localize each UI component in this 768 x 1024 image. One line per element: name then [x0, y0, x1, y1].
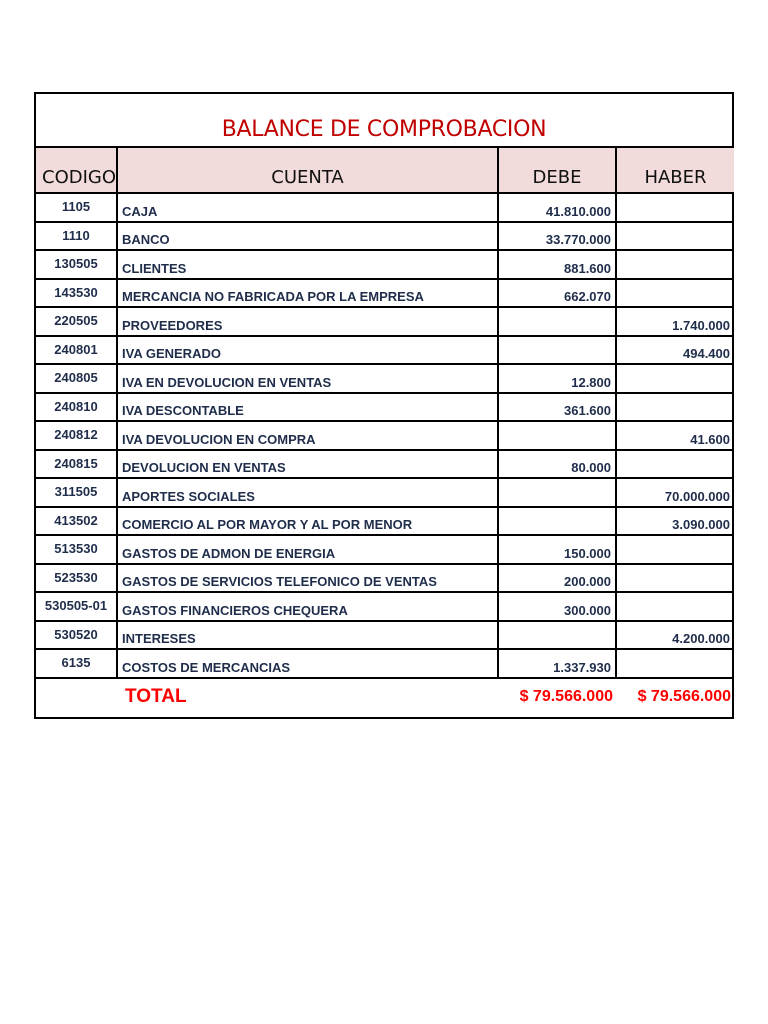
row-code: 530505-01 — [36, 592, 117, 621]
title-row — [36, 94, 732, 148]
row-credit: 1.740.000 — [616, 307, 734, 336]
table-row — [36, 478, 734, 507]
row-debit — [498, 507, 616, 536]
row-credit — [616, 592, 734, 621]
row-account: IVA EN DEVOLUCION EN VENTAS — [117, 364, 498, 393]
header-code: CODIGO — [36, 148, 117, 193]
table-body — [36, 193, 734, 678]
table-row — [36, 336, 734, 365]
row-account: COMERCIO AL POR MAYOR Y AL POR MENOR — [117, 507, 498, 536]
row-debit — [498, 307, 616, 336]
row-debit: 33.770.000 — [498, 222, 616, 251]
row-account: GASTOS DE ADMON DE ENERGIA — [117, 535, 498, 564]
row-account: CLIENTES — [117, 250, 498, 279]
row-code: 240805 — [36, 364, 117, 393]
row-credit — [616, 222, 734, 251]
row-account: GASTOS FINANCIEROS CHEQUERA — [117, 592, 498, 621]
row-debit: 200.000 — [498, 564, 616, 593]
row-account: BANCO — [117, 222, 498, 251]
trial-balance-sheet — [34, 92, 734, 719]
row-credit: 70.000.000 — [616, 478, 734, 507]
header-account: CUENTA — [117, 148, 498, 193]
row-debit: 12.800 — [498, 364, 616, 393]
row-debit: 150.000 — [498, 535, 616, 564]
row-debit — [498, 621, 616, 650]
row-code: 513530 — [36, 535, 117, 564]
page-title: BALANCE DE COMPROBACION — [221, 117, 547, 142]
row-code: 413502 — [36, 507, 117, 536]
table-row — [36, 564, 734, 593]
row-credit — [616, 649, 734, 678]
header-credit: HABER — [616, 148, 734, 193]
row-credit — [616, 535, 734, 564]
row-account: DEVOLUCION EN VENTAS — [117, 450, 498, 479]
row-debit: 361.600 — [498, 393, 616, 422]
row-debit: 41.810.000 — [498, 193, 616, 222]
table-row — [36, 364, 734, 393]
row-code: 1105 — [36, 193, 117, 222]
table-row — [36, 421, 734, 450]
row-account: IVA DEVOLUCION EN COMPRA — [117, 421, 498, 450]
row-credit — [616, 393, 734, 422]
row-credit — [616, 450, 734, 479]
row-account: INTERESES — [117, 621, 498, 650]
row-debit: 1.337.930 — [498, 649, 616, 678]
row-code: 220505 — [36, 307, 117, 336]
row-debit: 80.000 — [498, 450, 616, 479]
row-credit: 41.600 — [616, 421, 734, 450]
row-credit — [616, 193, 734, 222]
row-credit: 494.400 — [616, 336, 734, 365]
table-row — [36, 307, 734, 336]
header-row — [36, 148, 734, 193]
balance-table — [36, 148, 734, 717]
row-credit — [616, 279, 734, 308]
row-account: IVA GENERADO — [117, 336, 498, 365]
total-debit: $ 79.566.000 — [519, 688, 613, 705]
row-code: 240812 — [36, 421, 117, 450]
table-row — [36, 535, 734, 564]
row-account: COSTOS DE MERCANCIAS — [117, 649, 498, 678]
row-code: 6135 — [36, 649, 117, 678]
row-account: PROVEEDORES — [117, 307, 498, 336]
row-debit — [498, 336, 616, 365]
row-credit: 3.090.000 — [616, 507, 734, 536]
table-row — [36, 592, 734, 621]
row-account: CAJA — [117, 193, 498, 222]
row-code: 1110 — [36, 222, 117, 251]
total-credit: $ 79.566.000 — [637, 688, 731, 705]
table-row — [36, 507, 734, 536]
total-code-cell — [36, 678, 117, 717]
table-row — [36, 393, 734, 422]
row-debit — [498, 421, 616, 450]
row-code: 130505 — [36, 250, 117, 279]
table-row — [36, 193, 734, 222]
row-account: GASTOS DE SERVICIOS TELEFONICO DE VENTAS — [117, 564, 498, 593]
row-account: MERCANCIA NO FABRICADA POR LA EMPRESA — [117, 279, 498, 308]
header-debit: DEBE — [498, 148, 616, 193]
row-debit: 881.600 — [498, 250, 616, 279]
table-row — [36, 250, 734, 279]
table-row — [36, 649, 734, 678]
row-code: 240801 — [36, 336, 117, 365]
table-row — [36, 279, 734, 308]
table-row — [36, 450, 734, 479]
row-code: 240815 — [36, 450, 117, 479]
row-debit — [498, 478, 616, 507]
row-code: 311505 — [36, 478, 117, 507]
total-label: TOTAL — [125, 686, 187, 707]
row-debit: 662.070 — [498, 279, 616, 308]
row-credit — [616, 564, 734, 593]
row-code: 143530 — [36, 279, 117, 308]
row-account: APORTES SOCIALES — [117, 478, 498, 507]
table-row — [36, 621, 734, 650]
row-credit — [616, 250, 734, 279]
row-credit — [616, 364, 734, 393]
row-debit: 300.000 — [498, 592, 616, 621]
total-row — [36, 678, 734, 717]
row-credit: 4.200.000 — [616, 621, 734, 650]
table-row — [36, 222, 734, 251]
row-account: IVA DESCONTABLE — [117, 393, 498, 422]
row-code: 523530 — [36, 564, 117, 593]
row-code: 530520 — [36, 621, 117, 650]
row-code: 240810 — [36, 393, 117, 422]
